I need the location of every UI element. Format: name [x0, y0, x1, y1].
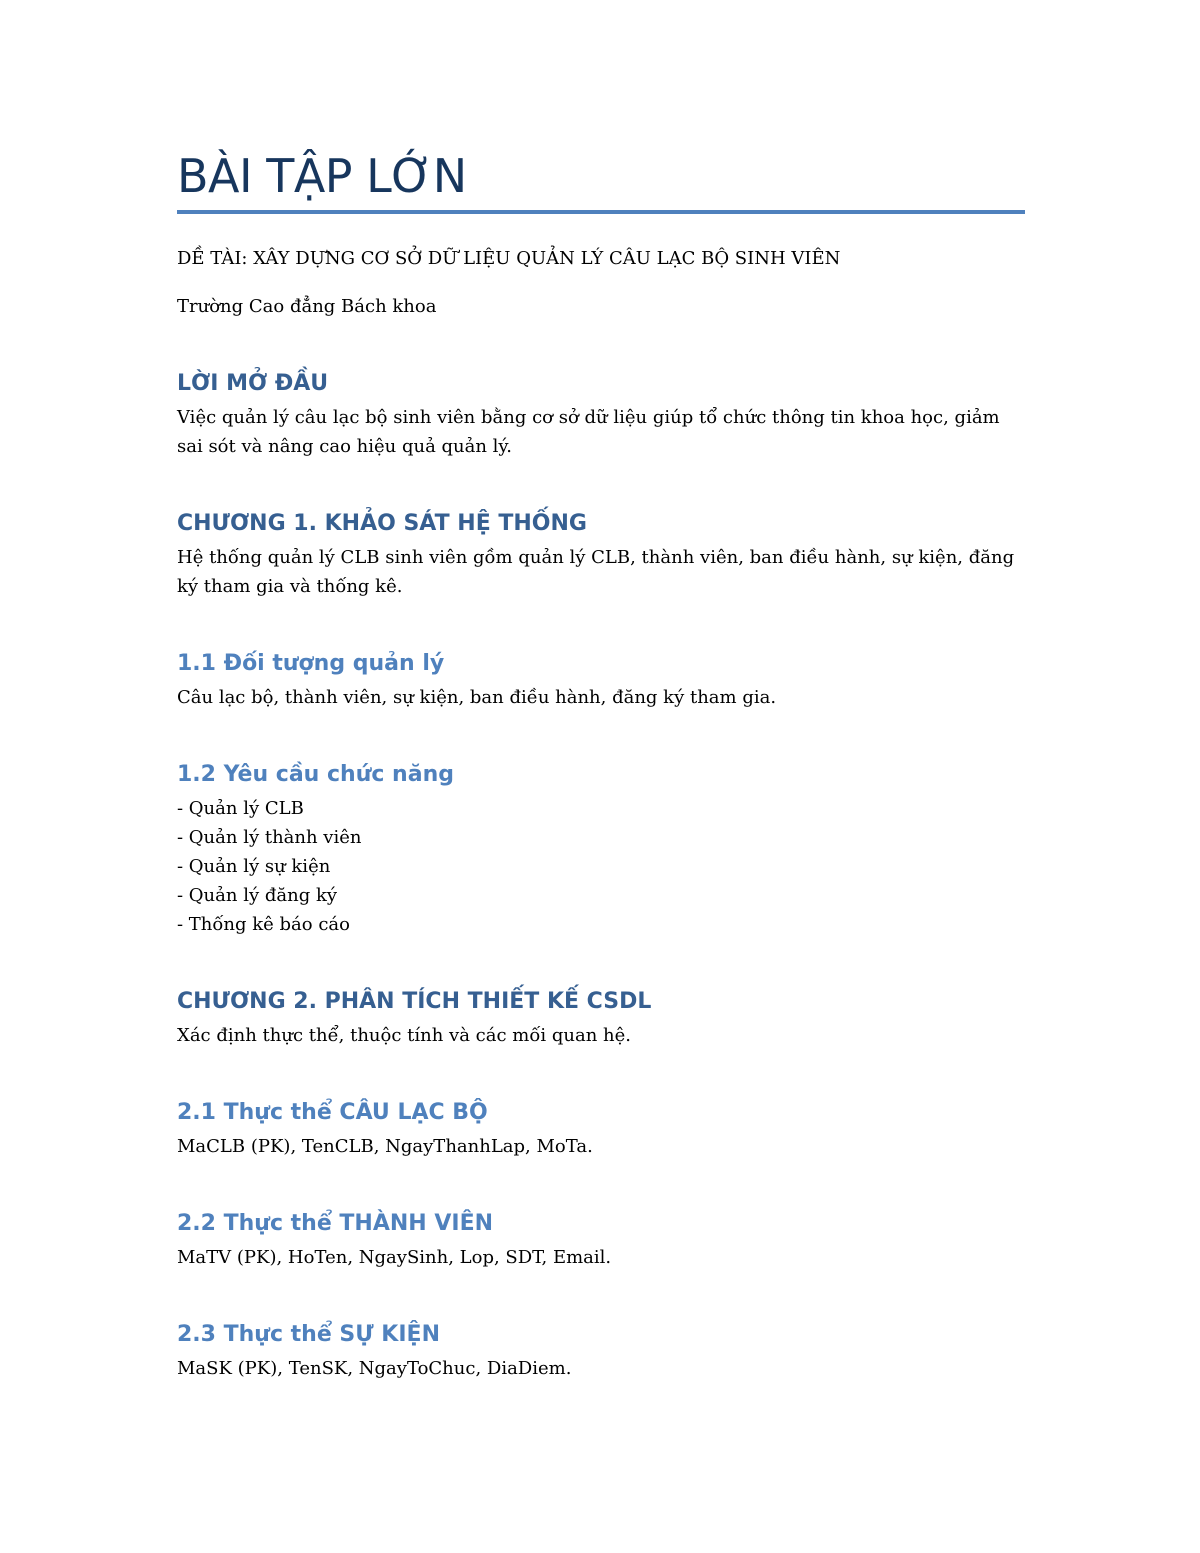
section-2-1-paragraph: MaCLB (PK), TenCLB, NgayThanhLap, MoTa. — [177, 1136, 593, 1157]
chapter-1-paragraph: Hệ thống quản lý CLB sinh viên gồm quản lý CLB, thành viên, ban điều hành, sự kiện, đăng ký tham gia và thống kê. — [177, 547, 1015, 597]
list-item: - Quản lý đăng ký — [177, 885, 338, 906]
heading-chapter-1: CHƯƠNG 1. KHẢO SÁT HỆ THỐNG — [177, 511, 587, 536]
intro-paragraph: Việc quản lý câu lạc bộ sinh viên bằng cơ sở dữ liệu giúp tổ chức thông tin khoa học, giảm sai sót và nâng cao hiệu quả quản lý. — [177, 407, 1000, 457]
list-item: - Quản lý sự kiện — [177, 856, 331, 877]
section-2-3-paragraph: MaSK (PK), TenSK, NgayToChuc, DiaDiem. — [177, 1358, 572, 1379]
title-underline — [177, 210, 1025, 214]
heading-section-1-1: 1.1 Đối tượng quản lý — [177, 651, 445, 676]
heading-section-2-3: 2.3 Thực thể SỰ KIỆN — [177, 1322, 440, 1347]
list-item: - Thống kê báo cáo — [177, 914, 350, 935]
requirements-list — [177, 794, 1025, 939]
list-item: - Quản lý CLB — [177, 798, 304, 819]
section-2-2-paragraph: MaTV (PK), HoTen, NgaySinh, Lop, SDT, Email. — [177, 1247, 612, 1268]
heading-chapter-2: CHƯƠNG 2. PHÂN TÍCH THIẾT KẾ CSDL — [177, 989, 652, 1014]
document-body — [177, 148, 1025, 1383]
chapter-2-paragraph: Xác định thực thể, thuộc tính và các mối quan hệ. — [177, 1025, 631, 1046]
heading-section-1-2: 1.2 Yêu cầu chức năng — [177, 762, 454, 787]
heading-intro: LỜI MỞ ĐẦU — [177, 371, 329, 396]
heading-section-2-1: 2.1 Thực thể CÂU LẠC BỘ — [177, 1100, 488, 1125]
heading-section-2-2: 2.2 Thực thể THÀNH VIÊN — [177, 1211, 494, 1236]
section-1-1-paragraph: Câu lạc bộ, thành viên, sự kiện, ban điều hành, đăng ký tham gia. — [177, 687, 777, 708]
document-title: BÀI TẬP LỚN — [177, 149, 467, 203]
document-subtitle: DỀ TÀI: XÂY DỰNG CƠ SỞ DỮ LIỆU QUẢN LÝ CÂU LẠC BỘ SINH VIÊN — [177, 248, 841, 269]
list-item: - Quản lý thành viên — [177, 827, 362, 848]
school-name: Trường Cao đẳng Bách khoa — [177, 296, 437, 317]
